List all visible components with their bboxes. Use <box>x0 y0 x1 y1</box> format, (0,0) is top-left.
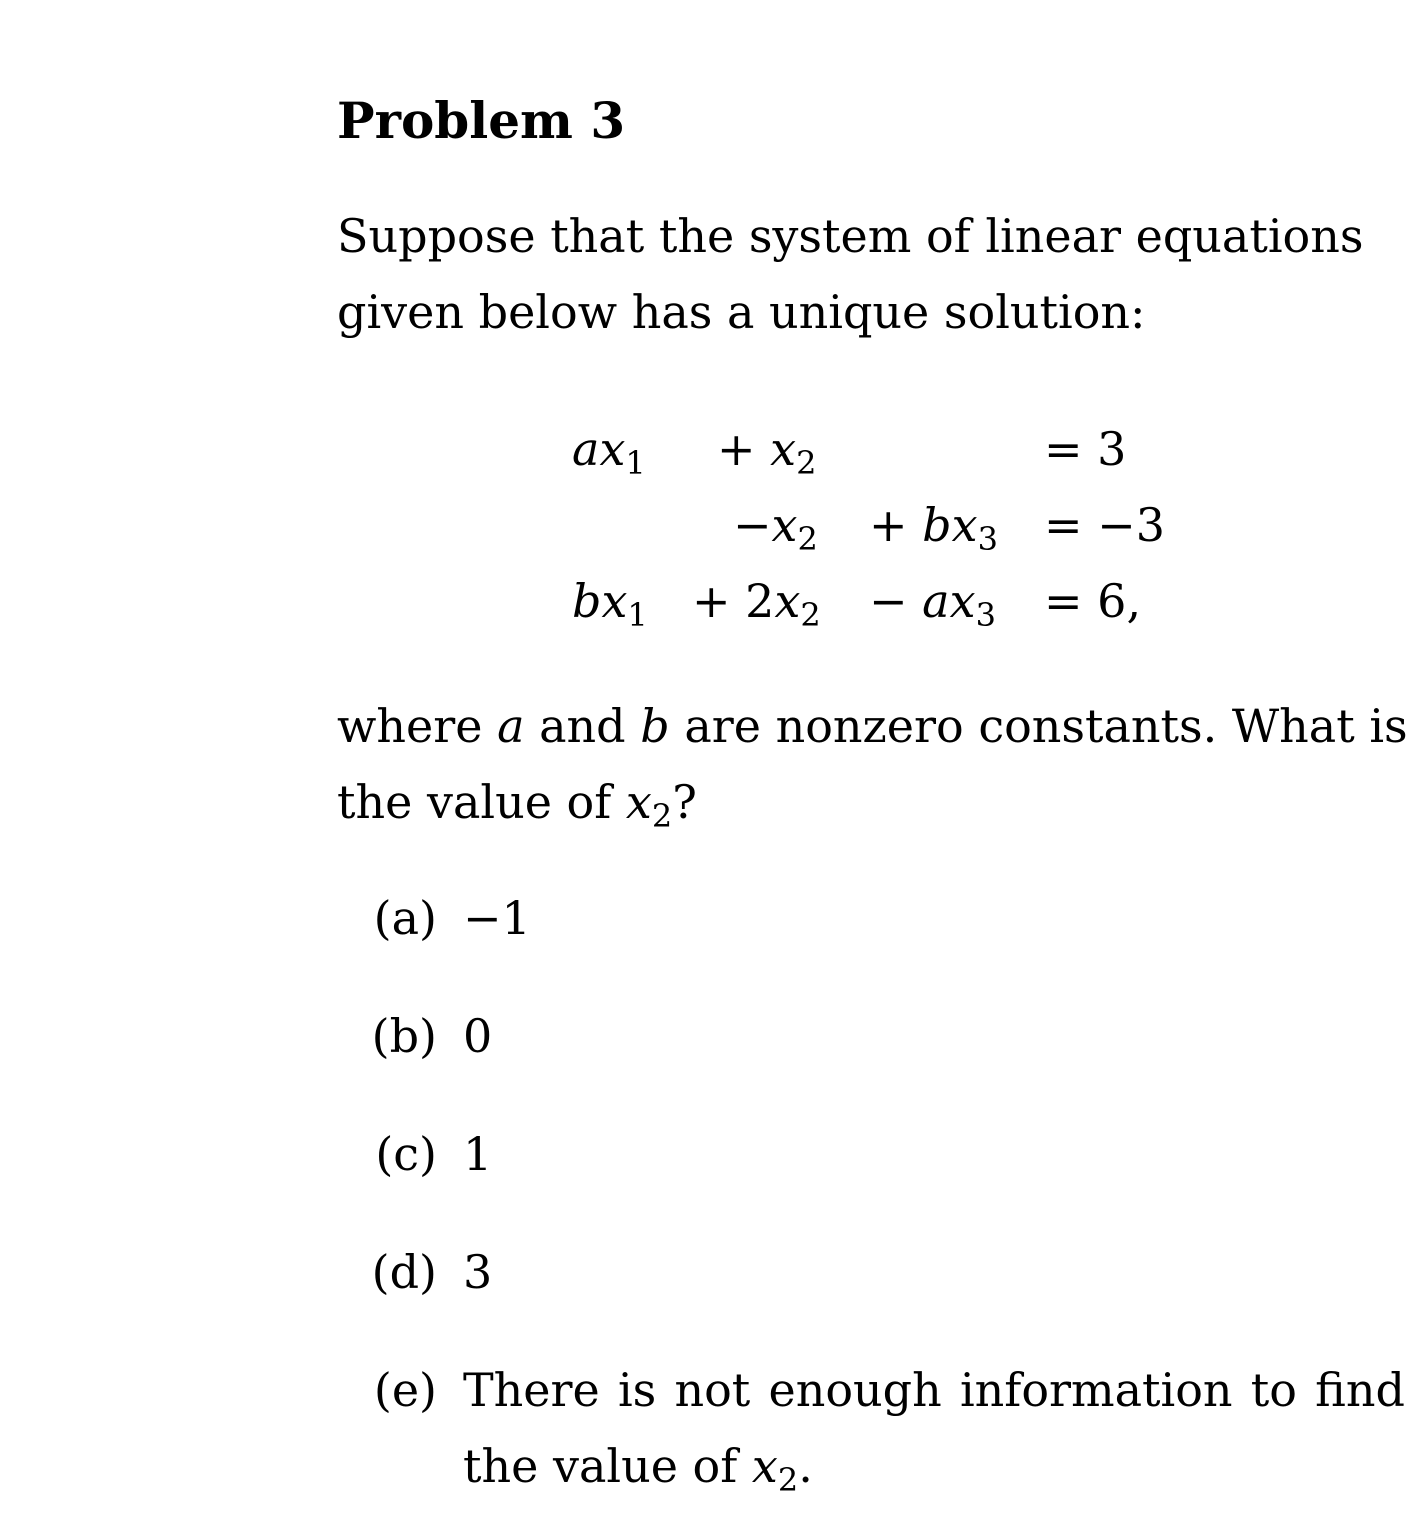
question-line-1: where a and b are nonzero constants. What is <box>337 699 1408 753</box>
intro-line-1: Suppose that the system of linear equations <box>337 209 1364 263</box>
problem-title: Problem 3 <box>337 91 626 150</box>
intro-line-2: given below has a unique solution: <box>337 285 1146 339</box>
question-line-2: the value of $x_2$? <box>337 775 697 835</box>
option-label: (e) <box>373 1363 437 1417</box>
option-label: (b) <box>371 1009 437 1063</box>
eq3-rhs: = 6, <box>1044 574 1142 628</box>
option-text: 3 <box>463 1245 493 1299</box>
eq3-term2: + $2x_2$ <box>692 574 821 634</box>
option-text: 0 <box>463 1009 493 1063</box>
eq2-term2: $-x_2$ <box>733 498 818 558</box>
option-text: −1 <box>463 891 531 945</box>
option-label: (a) <box>373 891 437 945</box>
option-text: 1 <box>463 1127 493 1181</box>
option-label: (d) <box>371 1245 437 1299</box>
eq1-rhs: = 3 <box>1044 422 1127 476</box>
eq1-term2: + $x_2$ <box>717 422 817 482</box>
eq2-rhs: = −3 <box>1044 498 1165 552</box>
eq2-term3: + $bx_3$ <box>869 498 998 558</box>
eq3-term3: − $ax_3$ <box>869 574 996 634</box>
eq1-term1: $ax_1$ <box>572 422 646 482</box>
intro-paragraph <box>337 198 1405 350</box>
question-paragraph <box>337 688 1408 840</box>
eq3-term1: $bx_1$ <box>572 574 648 634</box>
option-e-text[interactable]: There is not enough information to find the value of $x_2$. <box>463 1363 1405 1499</box>
option-label: (c) <box>375 1127 437 1181</box>
